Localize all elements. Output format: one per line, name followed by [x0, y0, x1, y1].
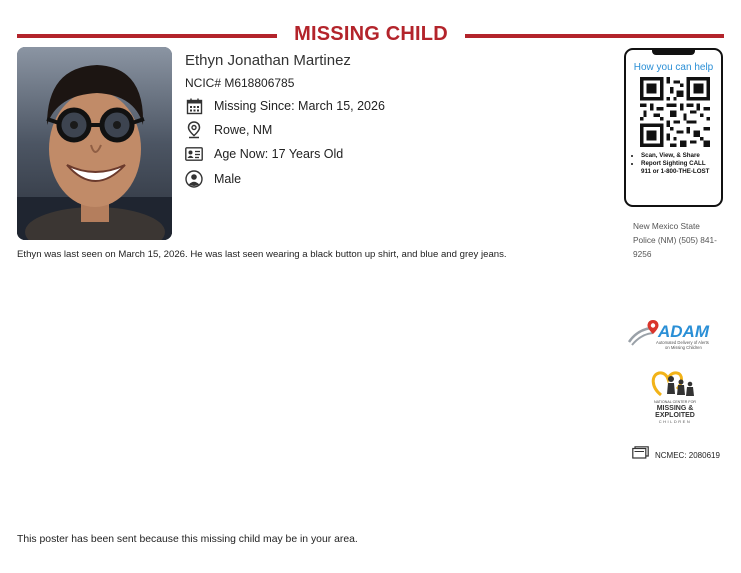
- ncmec-logo: [647, 369, 703, 429]
- case-number-row: [632, 446, 720, 464]
- ncmec-line-1: NATIONAL CENTER FOR: [654, 400, 696, 404]
- envelope-icon: [632, 446, 649, 464]
- person-icon: [185, 170, 203, 188]
- help-item: • Report Sighting CALL 911 or 1-800-THE-LOST: [641, 160, 717, 176]
- ncmec-line-4: CHILDREN: [658, 419, 692, 424]
- header-rule-left: [17, 34, 277, 38]
- help-title: How you can help: [633, 62, 714, 73]
- phone-notch: [652, 50, 695, 55]
- ncmec-line-3: EXPLOITED: [655, 412, 695, 419]
- missing-since-row: [185, 96, 385, 116]
- qr-code-icon[interactable]: [640, 77, 710, 147]
- ncic-number: NCIC# M618806785: [185, 76, 295, 90]
- adam-wordmark: ADAM: [658, 322, 709, 341]
- ncmec-line-2: MISSING &: [656, 405, 694, 412]
- agency-contact: New Mexico State Police (NM) (505) 841-9256: [633, 221, 717, 259]
- child-name: Ethyn Jonathan Martinez: [185, 52, 351, 69]
- description: Ethyn was last seen on March 15, 2026. He was last seen wearing a black button up shirt, and blue and grey jeans.: [17, 249, 507, 260]
- header-rule-right: [465, 34, 724, 38]
- adam-tagline-2: on Missing Children: [665, 345, 702, 350]
- age-now: Age Now: 17 Years Old: [214, 147, 344, 161]
- last-seen-location: Rowe, NM: [214, 123, 273, 137]
- location-pin-icon: [185, 121, 203, 139]
- sex-row: [185, 169, 241, 189]
- age-row: [185, 144, 343, 164]
- calendar-icon: [185, 97, 203, 115]
- location-row: [185, 120, 272, 140]
- case-number: NCMEC: 2080619: [655, 450, 720, 460]
- missing-since: Missing Since: March 15, 2026: [214, 99, 385, 113]
- help-item: • Scan, View, & Share: [641, 152, 717, 160]
- adam-tagline-1: Automated Delivery of Alerts: [656, 340, 709, 345]
- help-list: [631, 152, 717, 176]
- id-card-icon: [185, 145, 203, 163]
- sex: Male: [214, 172, 242, 186]
- poster-title: MISSING CHILD: [294, 23, 448, 45]
- help-panel: [624, 48, 723, 207]
- child-photo: [17, 47, 172, 240]
- adam-logo: [627, 318, 722, 354]
- footer-note: This poster has been sent because this missing child may be in your area.: [17, 534, 358, 545]
